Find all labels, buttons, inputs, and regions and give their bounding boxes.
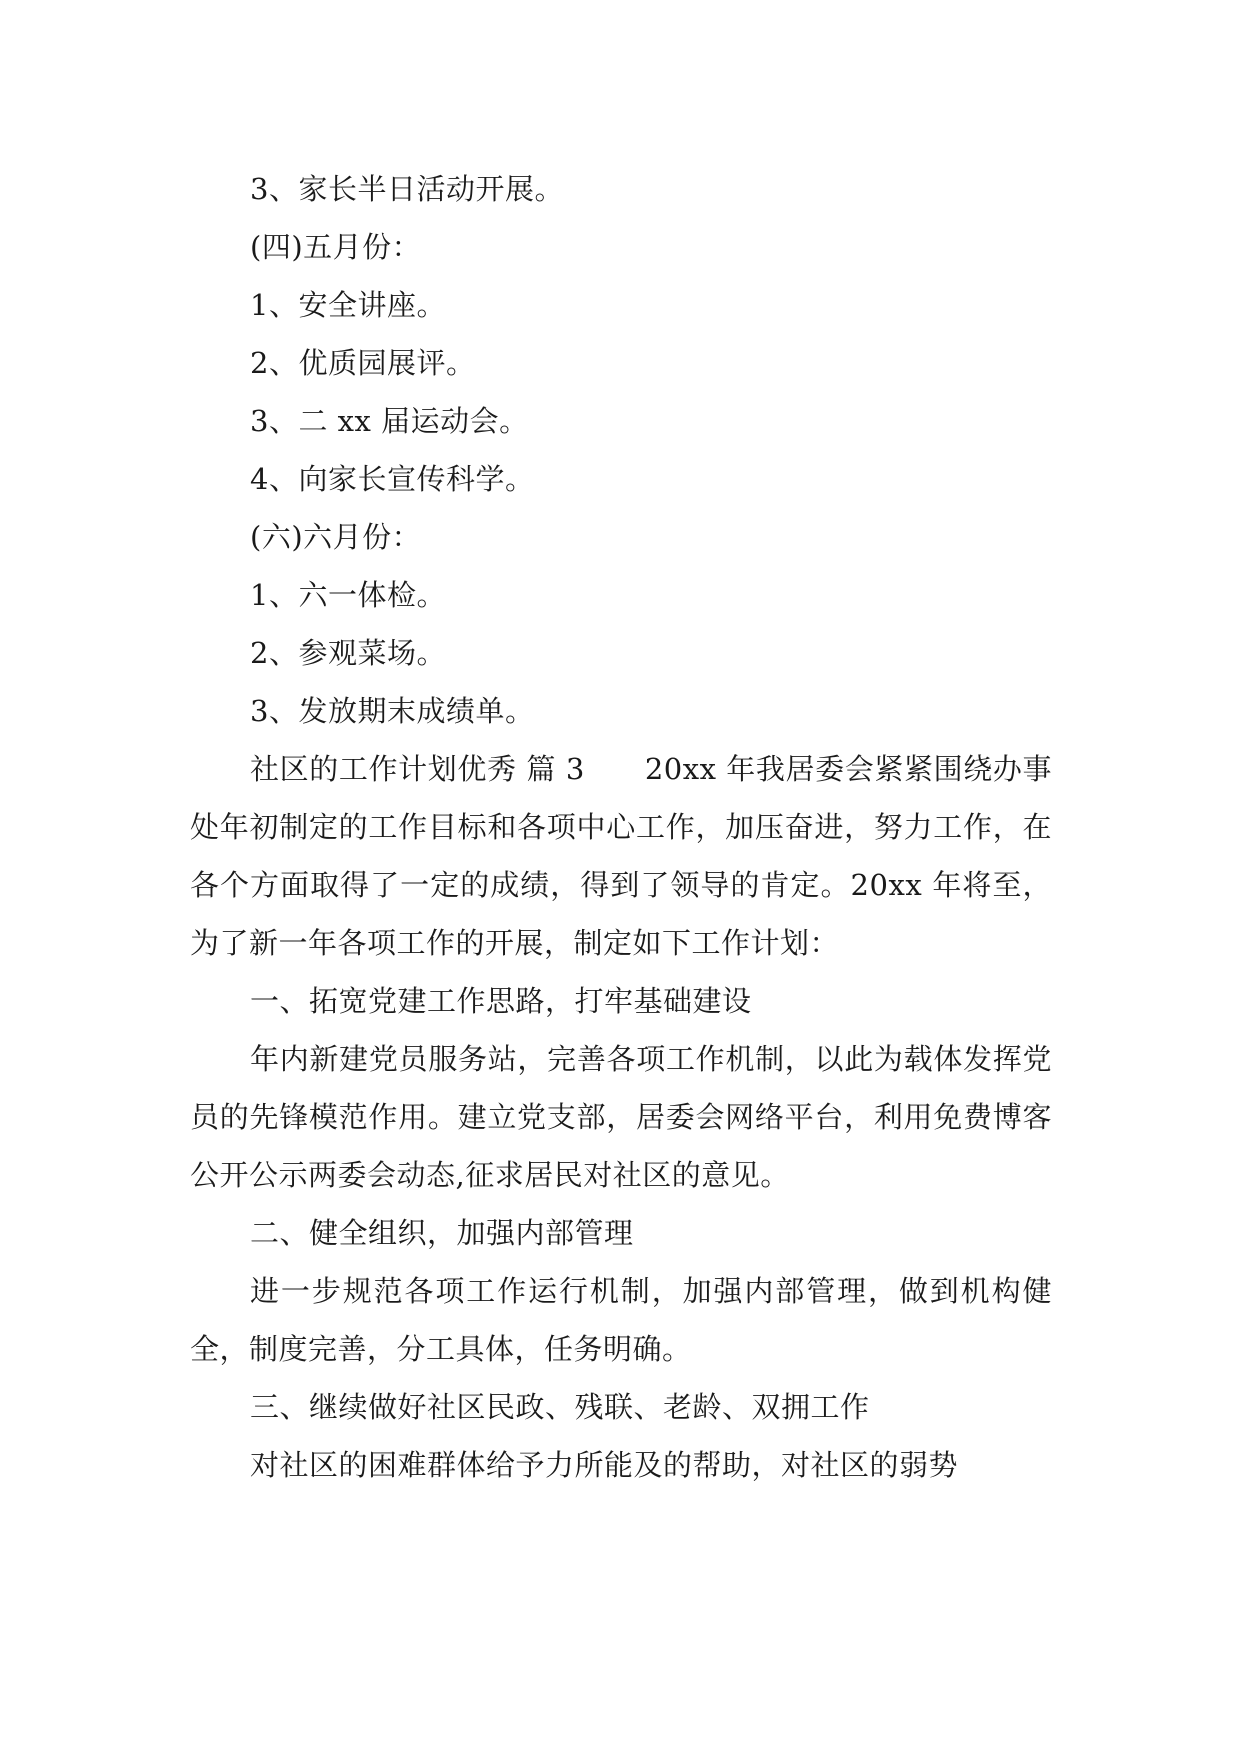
- list-item: 3、二 xx 届运动会。: [250, 404, 529, 438]
- part-title: 一、拓宽党建工作思路，打牢基础建设: [250, 984, 752, 1018]
- list-item: 3、家长半日活动开展。: [250, 172, 564, 206]
- part-title: 二、健全组织，加强内部管理: [250, 1216, 634, 1250]
- list-item: 1、六一体检。: [250, 578, 446, 612]
- list-item: 2、参观菜场。: [250, 636, 446, 670]
- month-heading: (六)六月份：: [250, 520, 422, 554]
- part-body: 对社区的困难群体给予力所能及的帮助，对社区的弱势: [250, 1448, 959, 1482]
- list-item: 1、安全讲座。: [250, 288, 446, 322]
- list-item: 3、发放期末成绩单。: [250, 694, 535, 728]
- document-body: [190, 160, 1052, 1494]
- section-heading: 社区的工作计划优秀 篇 3: [250, 752, 585, 786]
- section-intro-text: 20xx 年我居委会紧紧围绕办事处年初制定的工作目标和各项中心工作，加压奋进，努力工作，在各个方面取得了一定的成绩，得到了领导的肯定。20xx 年将至，为了新一年各项工作的开展，制定如下工作计划：: [190, 752, 1052, 960]
- part-title: 三、继续做好社区民政、残联、老龄、双拥工作: [250, 1390, 870, 1424]
- part-body: 年内新建党员服务站，完善各项工作机制，以此为载体发挥党员的先锋模范作用。建立党支部，居委会网络平台，利用免费博客公开公示两委会动态,征求居民对社区的意见。: [190, 1042, 1052, 1192]
- part-body: 进一步规范各项工作运行机制，加强内部管理，做到机构健全，制度完善，分工具体，任务明确。: [190, 1274, 1052, 1366]
- list-item: 4、向家长宣传科学。: [250, 462, 535, 496]
- list-item: 2、优质园展评。: [250, 346, 476, 380]
- month-heading: (四)五月份：: [250, 230, 422, 264]
- section-intro-paragraph: [190, 740, 1052, 972]
